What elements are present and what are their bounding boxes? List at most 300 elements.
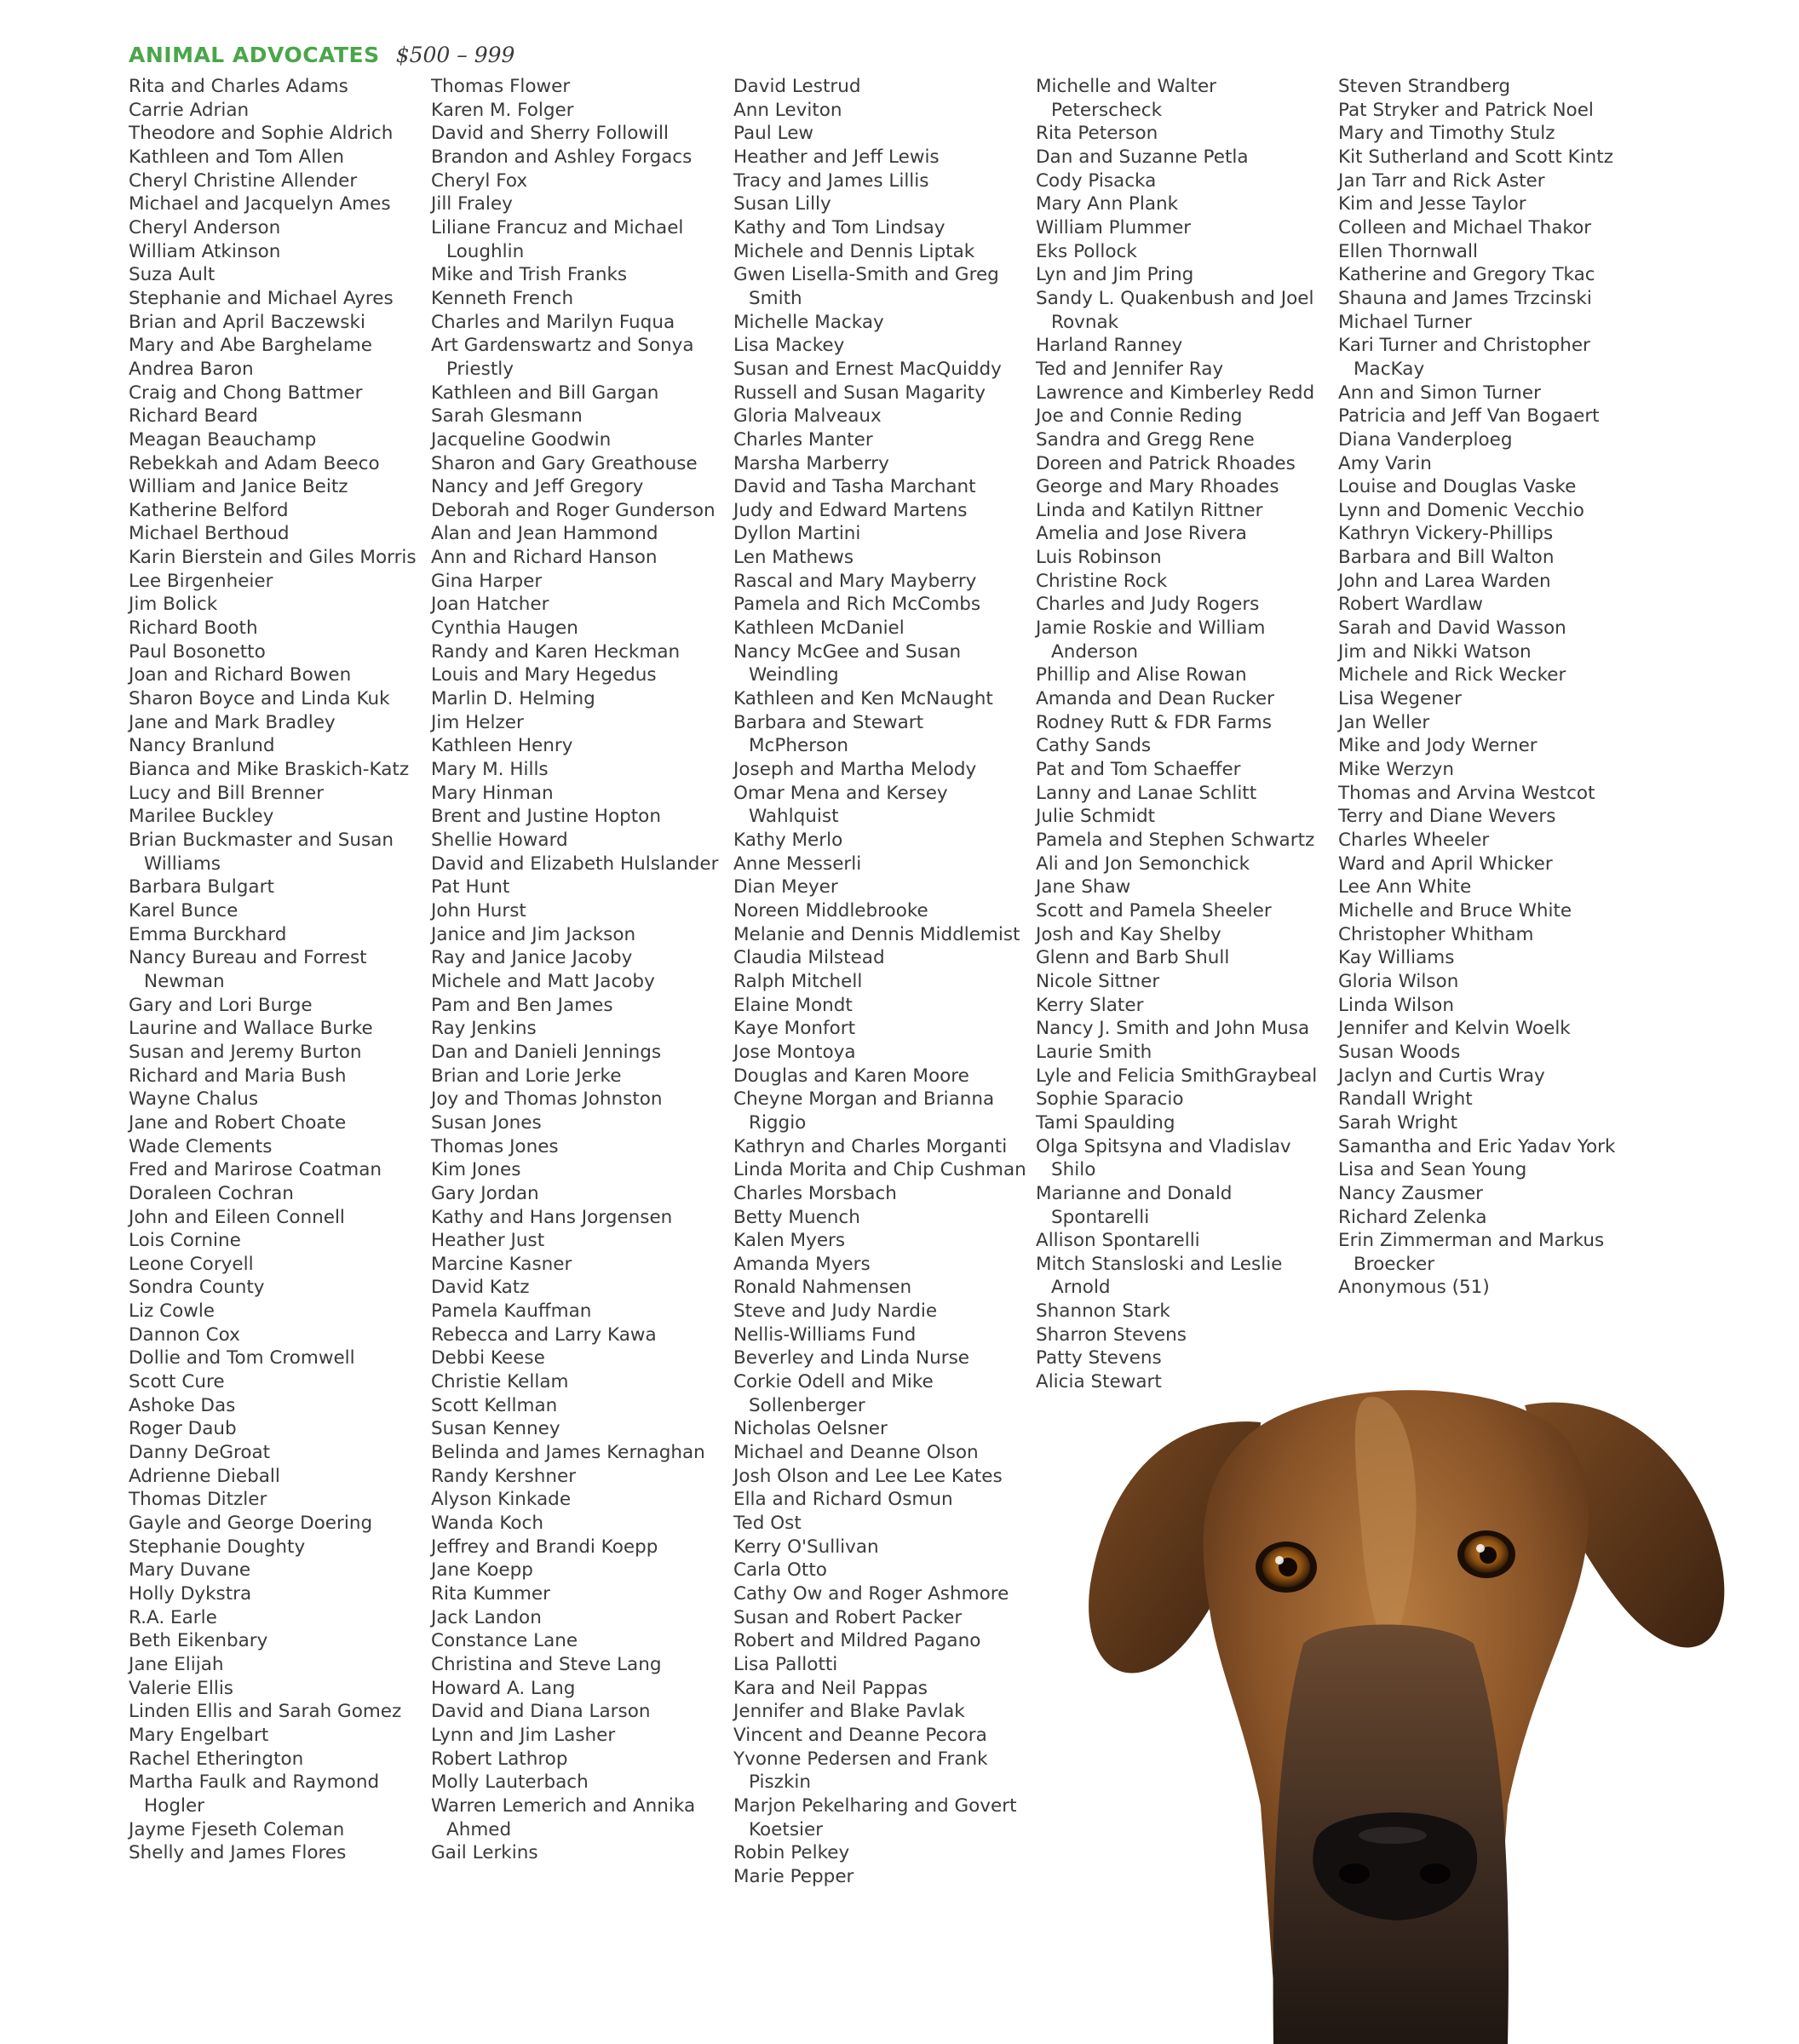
donor-name: Mike and Jody Werner [1338, 735, 1537, 757]
donor-name: Mary and Abe Barghelame [129, 335, 373, 357]
donor-name: Brian Buckmaster and Susan Williams [129, 830, 394, 875]
donor-name: Jane Koepp [431, 1559, 533, 1582]
donor-name: Howard A. Lang [431, 1677, 576, 1699]
donor-name: Ann and Simon Turner [1338, 382, 1541, 404]
donor-name: Josh and Kay Shelby [1036, 923, 1221, 945]
donor-name: Lawrence and Kimberley Redd [1036, 382, 1315, 404]
donor-name: Ella and Richard Osmun [733, 1489, 953, 1511]
donor-name: Rita Peterson [1036, 123, 1158, 145]
donor-name: Laurie Smith [1036, 1041, 1152, 1063]
donor-name: Rita and Charles Adams [129, 76, 348, 97]
donor-name: Russell and Susan Magarity [733, 382, 986, 404]
donor-name: Doraleen Cochran [129, 1182, 294, 1204]
donor-name: Jane Elijah [129, 1653, 224, 1675]
donor-name: Wanda Koch [431, 1513, 543, 1535]
donor-name: Randy and Karen Heckman [431, 640, 681, 663]
donor-name: Samantha and Eric Yadav York [1338, 1135, 1616, 1157]
donor-name: Ray and Janice Jacoby [431, 947, 633, 969]
donor-name: Kathryn Vickery-Phillips [1338, 523, 1554, 545]
donor-name: Phillip and Alise Rowan [1036, 664, 1247, 686]
donor-name: Rachel Etherington [129, 1748, 304, 1770]
donor-name: Lisa Pallotti [733, 1653, 838, 1675]
donor-name: Nancy J. Smith and John Musa [1036, 1018, 1310, 1040]
donor-name: Dannon Cox [129, 1323, 240, 1346]
donor-name: Lisa and Sean Young [1338, 1159, 1527, 1181]
donor-name: Lisa Wegener [1338, 688, 1462, 710]
donor-name: Joseph and Martha Melody [733, 759, 977, 781]
donor-name: Rebekkah and Adam Beeco [129, 452, 380, 474]
donor-name: Ann Leviton [733, 99, 842, 121]
donor-name: Pat and Tom Schaeffer [1036, 759, 1241, 781]
donor-name: Nicholas Oelsner [733, 1418, 888, 1440]
donor-name: Randall Wright [1338, 1088, 1473, 1111]
donor-name: Stephanie Doughty [129, 1536, 306, 1558]
donor-name: Mike and Trish Franks [431, 264, 628, 286]
donor-name: Kathy and Hans Jorgensen [431, 1206, 673, 1228]
donor-name: Martha Faulk and Raymond Hogler [129, 1771, 380, 1817]
donor-name: Nancy Branlund [129, 735, 275, 757]
donor-name: Melanie and Dennis Middlemist [733, 923, 1020, 945]
donor-name: Richard Booth [129, 617, 258, 640]
donor-name: Lisa Mackey [733, 335, 845, 357]
donor-name: Jack Landon [431, 1606, 542, 1628]
donor-name: Gloria Wilson [1338, 970, 1459, 992]
donor-name: Jeffrey and Brandi Koepp [431, 1536, 658, 1558]
donor-name: Jaclyn and Curtis Wray [1338, 1065, 1545, 1087]
donor-name: Ronald Nahmensen [733, 1277, 912, 1299]
donor-name: Kalen Myers [733, 1230, 846, 1252]
donor-name: Suza Ault [129, 264, 216, 286]
donor-name: Christopher Whitham [1338, 923, 1534, 945]
donor-name: Sharon and Gary Greathouse [431, 452, 698, 474]
donor-name: Cody Pisacka [1036, 169, 1157, 192]
donor-name: Robert and Mildred Pagano [733, 1630, 981, 1652]
donor-name: Luis Robinson [1036, 547, 1162, 569]
donor-name: Dollie and Tom Cromwell [129, 1347, 355, 1369]
dog-photo [1048, 1363, 1746, 2044]
donor-name: Nancy Zausmer [1338, 1182, 1484, 1204]
donor-name: Karen M. Folger [431, 99, 574, 121]
donor-name: Brian and Lorie Jerke [431, 1065, 622, 1087]
donor-name: Thomas Jones [431, 1135, 559, 1157]
donor-name: Rodney Rutt & FDR Farms [1036, 711, 1272, 733]
donor-name: Jane Shaw [1036, 876, 1131, 899]
donor-name: Kara and Neil Pappas [733, 1677, 928, 1699]
donor-column-3 [733, 75, 1027, 1889]
donor-name: Paul Lew [733, 123, 814, 145]
donor-name: Katherine Belford [129, 499, 289, 521]
donor-name: Dan and Suzanne Petla [1036, 146, 1249, 168]
donor-name: Kay Williams [1338, 947, 1455, 969]
donor-column-1 [129, 75, 422, 1865]
donor-name: Dan and Danieli Jennings [431, 1041, 662, 1063]
donor-name: Holly Dykstra [129, 1583, 252, 1605]
donor-name: Theodore and Sophie Aldrich [129, 123, 394, 145]
donor-name: Lois Cornine [129, 1230, 241, 1252]
donor-name: John Hurst [431, 899, 526, 922]
donor-name: Elaine Mondt [733, 994, 853, 1016]
donor-name: Pamela and Rich McCombs [733, 594, 981, 616]
donor-name: Christine Rock [1036, 570, 1168, 592]
donor-name: Mary Ann Plank [1036, 193, 1179, 215]
donor-name: Shannon Stark [1036, 1300, 1170, 1323]
donor-name: Nancy Bureau and Forrest Newman [129, 947, 367, 992]
donor-name: Wayne Chalus [129, 1088, 259, 1111]
donor-name: Lee Birgenheier [129, 570, 273, 592]
donor-name: Betty Muench [733, 1206, 860, 1228]
donor-name: John and Eileen Connell [129, 1206, 345, 1228]
donor-name: Dian Meyer [733, 876, 838, 899]
donor-name: Kathleen Henry [431, 735, 573, 757]
donor-name: Jane and Robert Choate [129, 1111, 347, 1134]
donor-name: William and Janice Beitz [129, 476, 348, 498]
donor-name: Brandon and Ashley Forgacs [431, 146, 693, 168]
donor-name: Sondra County [129, 1277, 265, 1299]
donor-name: Scott and Pamela Sheeler [1036, 899, 1272, 922]
donor-name: Ashoke Das [129, 1394, 236, 1416]
donor-name: Kathy Merlo [733, 830, 843, 851]
donor-name: Jose Montoya [733, 1041, 856, 1063]
donor-name: David and Diana Larson [431, 1701, 651, 1723]
donor-name: Vincent and Deanne Pecora [733, 1724, 987, 1746]
donor-name: Sandy L. Quakenbush and Joel Rovnak [1036, 287, 1314, 333]
donor-name: Cheryl Fox [431, 169, 528, 192]
donor-name: Jennifer and Blake Pavlak [733, 1701, 965, 1723]
donor-name: David Lestrud [733, 76, 861, 97]
donor-name: Gina Harper [431, 570, 543, 592]
donor-name: R.A. Earle [129, 1606, 217, 1628]
donor-column-4 [1036, 75, 1330, 1394]
dog-right-eye [1457, 1530, 1515, 1578]
donor-name: Kari Turner and Christopher MacKay [1338, 335, 1590, 380]
donor-name: Noreen Middlebrooke [733, 899, 928, 922]
donor-name: Robert Wardlaw [1338, 594, 1484, 616]
donor-name: Susan and Jeremy Burton [129, 1041, 362, 1063]
donor-name: Susan and Robert Packer [733, 1606, 963, 1628]
donor-name: Alan and Jean Hammond [431, 523, 658, 545]
donor-name: Colleen and Michael Thakor [1338, 216, 1592, 238]
donor-name: Charles Wheeler [1338, 830, 1490, 851]
donor-name: Susan Kenney [431, 1418, 560, 1440]
donor-name: Kit Sutherland and Scott Kintz [1338, 146, 1614, 168]
donor-name: David and Sherry Followill [431, 123, 669, 145]
donor-name: Scott Kellman [431, 1394, 558, 1416]
donor-name: Jane and Mark Bradley [129, 711, 336, 733]
donor-name: Kaye Monfort [733, 1018, 856, 1040]
donor-name: Michael Berthoud [129, 523, 290, 545]
donor-name: Gloria Malveaux [733, 405, 882, 428]
donor-name: Kerry Slater [1036, 994, 1144, 1016]
donor-name: Lyn and Jim Pring [1036, 264, 1194, 286]
donor-name: Constance Lane [431, 1630, 578, 1652]
donor-name: Marianne and Donald Spontarelli [1036, 1182, 1233, 1228]
donor-name: Doreen and Patrick Rhoades [1036, 452, 1296, 474]
donor-name: Shelly and James Flores [129, 1842, 347, 1864]
donor-name: Sandra and Gregg Rene [1036, 428, 1255, 451]
donor-name: Richard and Maria Bush [129, 1065, 347, 1087]
donor-name: Kathleen and Ken McNaught [733, 688, 993, 710]
donor-name: Leone Coryell [129, 1253, 254, 1275]
donor-name: Erin Zimmerman and Markus Broecker [1338, 1230, 1605, 1275]
donor-name: Allison Spontarelli [1036, 1230, 1200, 1252]
donor-name: Beverley and Linda Nurse [733, 1347, 970, 1369]
donor-name: Jayme Fjeseth Coleman [129, 1818, 345, 1840]
donor-name: Kathleen and Tom Allen [129, 146, 345, 168]
donor-name: Kim and Jesse Taylor [1338, 193, 1526, 215]
donor-name: Carla Otto [733, 1559, 827, 1582]
donor-name: Patty Stevens [1036, 1347, 1162, 1369]
donor-name: Dyllon Martini [733, 523, 861, 545]
donor-name: Stephanie and Michael Ayres [129, 287, 394, 309]
donor-name: Thomas Flower [431, 76, 571, 97]
donor-name: Robin Pelkey [733, 1842, 850, 1864]
donor-name: Rascal and Mary Mayberry [733, 570, 977, 592]
donor-name: Kim Jones [431, 1159, 521, 1181]
donor-name: Louis and Mary Hegedus [431, 664, 657, 686]
donor-name: Christina and Steve Lang [431, 1653, 662, 1675]
donor-name: Nellis-Williams Fund [733, 1323, 917, 1346]
donor-name: Robert Lathrop [431, 1748, 568, 1770]
donor-name: Douglas and Karen Moore [733, 1065, 969, 1087]
donor-name: Thomas and Arvina Westcot [1338, 782, 1595, 804]
donor-name: David and Tasha Marchant [733, 476, 976, 498]
donor-name: Steven Strandberg [1338, 76, 1511, 97]
donor-name: Charles Morsbach [733, 1182, 897, 1204]
donor-name: Patricia and Jeff Van Bogaert [1338, 405, 1600, 428]
donor-name: Randy Kershner [431, 1465, 577, 1487]
donor-name: Sophie Sparacio [1036, 1088, 1184, 1111]
donor-name: Linda and Katilyn Rittner [1036, 499, 1263, 521]
donor-name: Valerie Ellis [129, 1677, 233, 1699]
donor-name: Marilee Buckley [129, 806, 274, 828]
donor-name: Susan Woods [1338, 1041, 1461, 1063]
donor-name: Gwen Lisella-Smith and Greg Smith [733, 264, 999, 309]
donor-column-2 [431, 75, 725, 1865]
donor-name: Jim Helzer [431, 711, 524, 733]
donor-name: Susan and Ernest MacQuiddy [733, 358, 1002, 380]
donor-name: Kathleen McDaniel [733, 617, 905, 640]
donor-name: Jennifer and Kelvin Woelk [1338, 1018, 1571, 1040]
donor-name: Amelia and Jose Rivera [1036, 523, 1247, 545]
donor-name: Carrie Adrian [129, 99, 250, 121]
donor-name: Nancy McGee and Susan Weindling [733, 640, 962, 686]
donor-name: Christie Kellam [431, 1371, 569, 1393]
donor-name: Brian and April Baczewski [129, 311, 365, 333]
donor-name: Cheyne Morgan and Brianna Riggio [733, 1088, 995, 1134]
donor-name: William Atkinson [129, 240, 281, 262]
donor-name: Charles and Judy Rogers [1036, 594, 1260, 616]
donor-name: Linden Ellis and Sarah Gomez [129, 1701, 402, 1723]
donor-name: Tracy and James Lillis [733, 169, 929, 192]
donor-name: Susan Lilly [733, 193, 831, 215]
donor-name: Michele and Rick Wecker [1338, 664, 1566, 686]
donor-name: Julie Schmidt [1036, 806, 1156, 828]
donor-name: Thomas Ditzler [129, 1489, 267, 1511]
donor-name: William Plummer [1036, 216, 1192, 238]
donor-name: George and Mary Rhoades [1036, 476, 1279, 498]
donor-name: Louise and Douglas Vaske [1338, 476, 1577, 498]
donor-name: Corkie Odell and Mike Sollenberger [733, 1371, 934, 1416]
donor-name: Craig and Chong Battmer [129, 382, 363, 404]
donor-column-5 [1338, 75, 1632, 1300]
donor-name: Ellen Thornwall [1338, 240, 1478, 262]
donor-name: Kathryn and Charles Morganti [733, 1135, 1008, 1157]
donor-name: Ali and Jon Semonchick [1036, 853, 1250, 875]
donor-name: Anonymous (51) [1338, 1277, 1490, 1299]
donor-name: Belinda and James Kernaghan [431, 1442, 705, 1464]
donor-name: Marsha Marberry [733, 452, 889, 474]
donor-name: Molly Lauterbach [431, 1771, 589, 1794]
donor-name: Joan and Richard Bowen [129, 664, 352, 686]
donor-name: Ted and Jennifer Ray [1036, 358, 1224, 380]
donor-name: Ann and Richard Hanson [431, 547, 658, 569]
donor-name: Marjon Pekelharing and Govert Koetsier [733, 1794, 1017, 1840]
donor-name: Jill Fraley [431, 193, 513, 215]
donor-name: Gail Lerkins [431, 1842, 538, 1864]
donor-name: Andrea Baron [129, 358, 254, 380]
donor-name: Heather Just [431, 1230, 545, 1252]
donor-name: Liliane Francuz and Michael Loughlin [431, 216, 684, 262]
donor-name: Lynn and Domenic Vecchio [1338, 499, 1584, 521]
donor-name: Marlin D. Helming [431, 688, 595, 710]
donor-name: Linda Morita and Chip Cushman [733, 1159, 1026, 1181]
donor-name: Michelle Mackay [733, 311, 884, 333]
donor-name: Lanny and Lanae Schlitt [1036, 782, 1257, 804]
donor-name: Michelle and Bruce White [1338, 899, 1572, 922]
donor-name: Warren Lemerich and Annika Ahmed [431, 1794, 696, 1840]
donor-name: Liz Cowle [129, 1300, 216, 1323]
donor-name: Pat Hunt [431, 876, 510, 899]
donor-name: Emma Burckhard [129, 923, 287, 945]
donor-name: Barbara and Stewart McPherson [733, 711, 924, 757]
donor-name: Sarah Glesmann [431, 405, 583, 428]
donor-name: Laurine and Wallace Burke [129, 1018, 373, 1040]
donor-name: Brent and Justine Hopton [431, 806, 661, 828]
donor-name: Joan Hatcher [431, 594, 549, 616]
donor-name: Debbi Keese [431, 1347, 545, 1369]
donor-name: Amanda Myers [733, 1253, 871, 1275]
donor-name: Mary Engelbart [129, 1724, 269, 1746]
donor-name: Kerry O'Sullivan [733, 1536, 879, 1558]
donor-name: Karel Bunce [129, 899, 239, 922]
donor-name: Diana Vanderploeg [1338, 428, 1513, 451]
donor-name: Lynn and Jim Lasher [431, 1724, 616, 1746]
donor-name: Mary Duvane [129, 1559, 251, 1582]
donor-name: Karin Bierstein and Giles Morris [129, 547, 417, 569]
donor-name: Jacqueline Goodwin [431, 428, 612, 451]
donor-name: Amanda and Dean Rucker [1036, 688, 1274, 710]
donor-name: Richard Beard [129, 405, 258, 428]
donor-name: Barbara Bulgart [129, 876, 274, 899]
donor-name: Mitch Stansloski and Leslie Arnold [1036, 1253, 1283, 1299]
donor-name: Lee Ann White [1338, 876, 1472, 899]
donor-name: David Katz [431, 1277, 530, 1299]
donor-name: Fred and Marirose Coatman [129, 1159, 382, 1181]
donor-name: Michael and Deanne Olson [733, 1442, 979, 1464]
donor-name: Charles Manter [733, 428, 873, 451]
donor-name: Jan Weller [1338, 711, 1430, 733]
donor-name: Nancy and Jeff Gregory [431, 476, 644, 498]
donor-name: Amy Varin [1338, 452, 1432, 474]
heading-donation-range: $500 – 999 [395, 43, 515, 67]
donor-name: Marcine Kasner [431, 1253, 572, 1275]
donor-name: Eks Pollock [1036, 240, 1137, 262]
donor-name: Scott Cure [129, 1371, 225, 1393]
donor-name: Michele and Dennis Liptak [733, 240, 975, 262]
donor-name: Mary and Timothy Stulz [1338, 123, 1555, 145]
donor-name: Judy and Edward Martens [733, 499, 968, 521]
donor-name: Meagan Beauchamp [129, 428, 317, 451]
donor-name: Alyson Kinkade [431, 1489, 572, 1511]
donor-name: Jim Bolick [129, 594, 218, 616]
donor-name: Marie Pepper [733, 1865, 854, 1887]
donor-name: John and Larea Warden [1338, 570, 1551, 592]
donor-name: Joe and Connie Reding [1036, 405, 1243, 428]
donor-name: Michael and Jacquelyn Ames [129, 193, 391, 215]
donor-name: Wade Clements [129, 1135, 273, 1157]
donor-name: Mary M. Hills [431, 759, 549, 781]
donor-name: Michele and Matt Jacoby [431, 970, 655, 992]
donor-name: Sharon Boyce and Linda Kuk [129, 688, 390, 710]
donor-name: Art Gardenswartz and Sonya Priestly [431, 335, 694, 380]
donor-name: Cathy Sands [1036, 735, 1152, 757]
donor-name: Kathleen and Bill Gargan [431, 382, 659, 404]
donor-name: Rita Kummer [431, 1583, 550, 1605]
donor-name: Len Mathews [733, 547, 854, 569]
donor-name: Nicole Sittner [1036, 970, 1160, 992]
donor-name: Susan Jones [431, 1111, 542, 1134]
donor-name: Rebecca and Larry Kawa [431, 1323, 657, 1346]
donor-name: Steve and Judy Nardie [733, 1300, 938, 1323]
donor-name: Tami Spaulding [1036, 1111, 1175, 1134]
donor-name: Adrienne Dieball [129, 1465, 280, 1487]
donor-name: Ray Jenkins [431, 1018, 537, 1040]
donor-name: Sarah Wright [1338, 1111, 1458, 1134]
donor-name: Bianca and Mike Braskich-Katz [129, 759, 410, 781]
donor-name: Anne Messerli [733, 853, 862, 875]
donor-name: Sarah and David Wasson [1338, 617, 1566, 640]
donor-name: Olga Spitsyna and Vladislav Shilo [1036, 1135, 1291, 1181]
donor-name: Glenn and Barb Shull [1036, 947, 1230, 969]
donor-name: Sharron Stevens [1036, 1323, 1187, 1346]
donor-name: Ralph Mitchell [733, 970, 863, 992]
donor-name: Linda Wilson [1338, 994, 1454, 1016]
heading-title: ANIMAL ADVOCATES [129, 43, 380, 67]
donor-name: Harland Ranney [1036, 335, 1183, 357]
donor-name: Deborah and Roger Gunderson [431, 499, 716, 521]
donor-name: Shauna and James Trzcinski [1338, 287, 1592, 309]
donor-name: Janice and Jim Jackson [431, 923, 636, 945]
donor-name: Kathy and Tom Lindsay [733, 216, 945, 238]
donor-name: Terry and Diane Wevers [1338, 806, 1556, 828]
donor-name: Ted Ost [733, 1513, 802, 1535]
donor-name: Yvonne Pedersen and Frank Piszkin [733, 1748, 988, 1794]
donor-name: Jamie Roskie and William Anderson [1036, 617, 1266, 663]
donor-name: Gary Jordan [431, 1182, 539, 1204]
donor-name: Cheryl Anderson [129, 216, 281, 238]
donor-name: Beth Eikenbary [129, 1630, 268, 1652]
donor-name: Gayle and George Doering [129, 1513, 373, 1535]
donor-name: Jan Tarr and Rick Aster [1338, 169, 1545, 192]
donor-name: Pam and Ben James [431, 994, 613, 1016]
donor-name: Cathy Ow and Roger Ashmore [733, 1583, 1009, 1605]
donor-name: Pat Stryker and Patrick Noel [1338, 99, 1594, 121]
donor-name: Paul Bosonetto [129, 640, 266, 663]
donor-name: Mary Hinman [431, 782, 554, 804]
donor-name: Pamela Kauffman [431, 1300, 592, 1323]
donor-name: David and Elizabeth Hulslander [431, 853, 719, 875]
donor-name: Michael Turner [1338, 311, 1472, 333]
